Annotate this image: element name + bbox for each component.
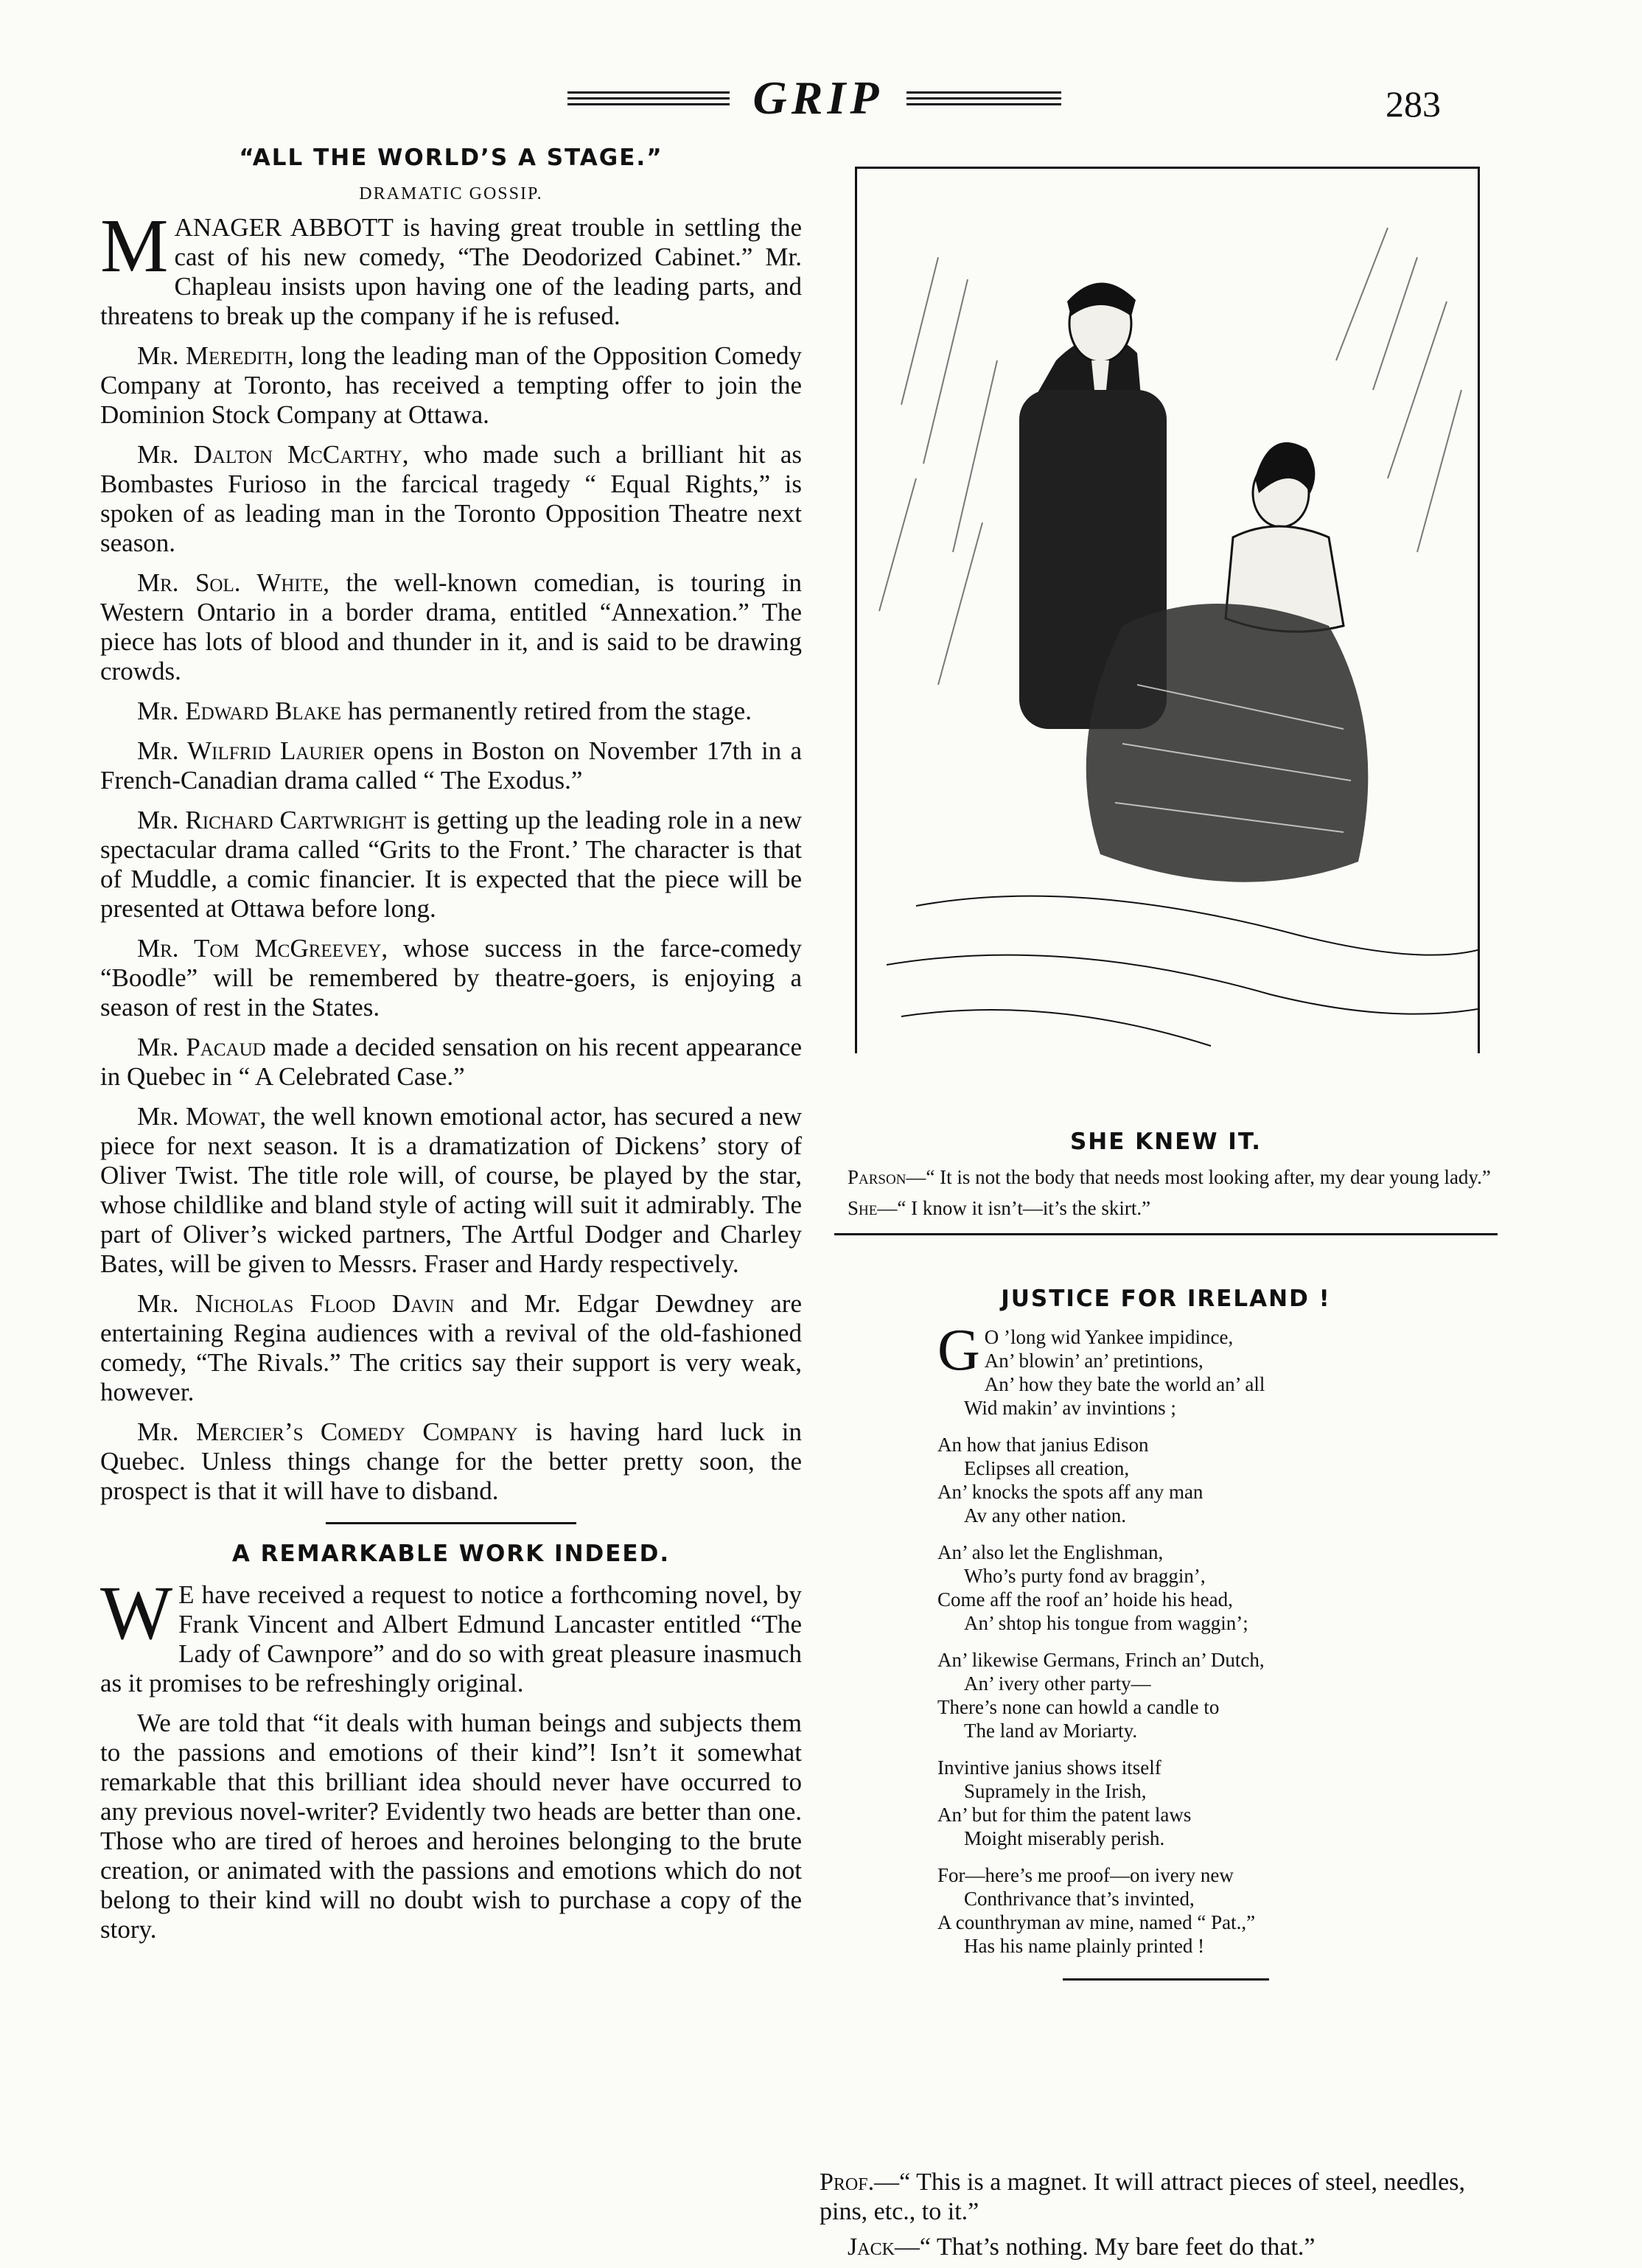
gossip-item bbox=[100, 1417, 802, 1506]
dialog-line-parson bbox=[820, 1165, 1512, 1189]
gossip-name: Mr. Richard Cartwright bbox=[137, 806, 407, 834]
gossip-name: Mr. Meredith, bbox=[137, 341, 294, 370]
speaker-label: Prof.— bbox=[820, 2168, 900, 2196]
gossip-text: has permanently retired from the stage. bbox=[341, 697, 752, 725]
section-divider bbox=[1063, 1978, 1269, 1981]
poem-line: Wid makin’ av invintions ; bbox=[964, 1397, 1176, 1419]
poem-line: An’ shtop his tongue from waggin’; bbox=[964, 1612, 1248, 1634]
drop-cap: M bbox=[100, 203, 169, 288]
remarkable-work-title: A REMARKABLE WORK INDEED. bbox=[231, 1541, 671, 1567]
poem-stanza bbox=[937, 1541, 1512, 1635]
poem-line: O ’long wid Yankee impidince, bbox=[984, 1326, 1234, 1348]
gossip-item bbox=[100, 341, 802, 430]
gossip-item bbox=[100, 1289, 802, 1407]
speaker-label: Jack— bbox=[848, 2233, 920, 2261]
poem-line: An’ also let the Englishman, bbox=[937, 1541, 1164, 1563]
gossip-text: and Mr. Edgar Dewdney are entertaining Regina audiences with a revival of the old-fashioned comedy, “The Rivals.” The critics say their support is very weak, however. bbox=[100, 1289, 802, 1406]
gossip-name: Mr. Mercier’s Comedy Company bbox=[137, 1417, 518, 1446]
poem-line: An’ but for thim the patent laws bbox=[937, 1804, 1192, 1826]
gossip-item bbox=[100, 1102, 802, 1279]
poem-line: Come aff the roof an’ hoide his head, bbox=[937, 1588, 1233, 1611]
magnet-joke bbox=[820, 2168, 1512, 2268]
poem-line: There’s none can howld a candle to bbox=[937, 1696, 1220, 1718]
poem-line: An’ likewise Germans, Frinch an’ Dutch, bbox=[937, 1649, 1265, 1671]
speaker-label: Parson— bbox=[848, 1166, 926, 1188]
gossip-text: made a decided sensation on his recent appearance in Quebec in “ A Celebrated Case.” bbox=[100, 1033, 803, 1091]
poem-stanza bbox=[937, 1756, 1512, 1850]
remarkable-lead bbox=[100, 1571, 802, 1698]
joke-line-prof bbox=[820, 2168, 1512, 2227]
poem-stanza bbox=[937, 1648, 1512, 1742]
poem-line: Av any other nation. bbox=[964, 1504, 1126, 1526]
gossip-text: opens in Boston on November 17th in a French-Canadian drama called “ The Exodus.” bbox=[100, 736, 803, 795]
dramatic-gossip-title: “ALL THE WORLD’S A STAGE.” bbox=[239, 144, 663, 171]
gossip-text: long the leading man of the Opposition Comedy Company at Toronto, has received a tempting offer to join the Dominion Stock Company at Ottawa. bbox=[100, 341, 802, 429]
speaker-label: She— bbox=[848, 1197, 898, 1219]
gossip-item bbox=[100, 697, 802, 726]
poem-line: Supramely in the Irish, bbox=[964, 1780, 1147, 1802]
poem-line: Moight miserably perish. bbox=[964, 1827, 1165, 1849]
poem-line: An how that janius Edison bbox=[937, 1434, 1149, 1456]
gossip-text: who made such a brilliant hit as Bombastes Furioso in the farcical tragedy “ Equal Rights,” is spoken of as leading man in the Toronto Opposition Theatre next season. bbox=[100, 440, 802, 557]
cartoon-illustration bbox=[855, 167, 1480, 1053]
poem-line: Eclipses all creation, bbox=[964, 1457, 1130, 1479]
gossip-item bbox=[100, 568, 802, 686]
gossip-name: Mr. Tom McGreevey, bbox=[137, 934, 388, 963]
lead-text: ANAGER ABBOTT is having great trouble in settling the cast of his new comedy, “The Deodorized Cabinet.” Mr. Chapleau insists upon having one of the leading parts, and threatens to break up the company if he is refused. bbox=[100, 213, 802, 330]
dramatic-gossip-subtitle: DRAMATIC GOSSIP. bbox=[359, 184, 543, 203]
poem-line: An’ ivery other party— bbox=[964, 1672, 1151, 1695]
lead-text: E have received a request to notice a forthcoming novel, by Frank Vincent and Albert Edmund Lancaster entitled “The Lady of Cawnpore” and do so with great pleasure inasmuch as it promises to be refreshingly original. bbox=[100, 1580, 802, 1697]
dialog-text: “ It is not the body that needs most looking after, my dear young lady.” bbox=[926, 1166, 1491, 1188]
page-number: 283 bbox=[1386, 83, 1441, 125]
poem-line: Invintive janius shows itself bbox=[937, 1756, 1161, 1779]
dramatic-gossip-article bbox=[100, 144, 802, 1506]
gossip-item bbox=[100, 440, 802, 558]
cartoon-caption-title: SHE KNEW IT. bbox=[1069, 1128, 1262, 1155]
dramatic-gossip-lead bbox=[100, 203, 802, 331]
gossip-name: Mr. Edward Blake bbox=[137, 697, 342, 725]
poem-stanza bbox=[937, 1863, 1512, 1958]
poem-line: An’ how they bate the world an’ all bbox=[984, 1373, 1265, 1395]
remarkable-paragraph: We are told that “it deals with human beings and subjects them to the passions and emotions of their kind”! Isn’t it somewhat remarkable that this brilliant idea should never have occurred to any previous novel-writer? Evidently two heads are better than one. Those who are tired of heroes and heroines belonging to the brute creation, or animated with the passions and emotions which do not belong to their kind will no doubt wish to purchase a copy of the story. bbox=[100, 1709, 802, 1944]
left-column bbox=[100, 144, 802, 1955]
section-divider bbox=[834, 1233, 1498, 1235]
gossip-name: Mr. Pacaud bbox=[137, 1033, 266, 1061]
dialog-text: “ I know it isn’t—it’s the skirt.” bbox=[897, 1197, 1151, 1219]
gossip-name: Mr. Nicholas Flood Davin bbox=[137, 1289, 455, 1318]
poem-stanza bbox=[937, 1318, 1512, 1420]
justice-for-ireland-poem bbox=[820, 1263, 1512, 1981]
gossip-text: the well-known comedian, is touring in Western Ontario in a border drama, entitled “Annexation.” The piece has lots of blood and thunder in it, and is said to be drawing crowds. bbox=[100, 568, 802, 685]
masthead-rule-left bbox=[567, 91, 730, 111]
gossip-text: the well known emotional actor, has secured a new piece for next season. It is a dramatization of Dickens’ story of Oliver Twist. The title role will, of course, be played by the star, whose childlike and bland style of acting will suit it admirably. The part of Oliver’s wicked partners, The Artful Dodger and Charley Bates, will be given to Messrs. Fraser and Hardy respectively. bbox=[100, 1102, 802, 1278]
cartoon-caption bbox=[820, 1128, 1512, 1235]
poem-line: Who’s purty fond av braggin’, bbox=[964, 1565, 1206, 1587]
poem-line: The land av Moriarty. bbox=[964, 1720, 1138, 1742]
poem-line: A counthryman av mine, named “ Pat.,” bbox=[937, 1911, 1256, 1933]
gossip-item bbox=[100, 1033, 802, 1092]
poem-line: An’ blowin’ an’ pretintions, bbox=[984, 1350, 1203, 1372]
masthead-title: GRIP bbox=[752, 71, 884, 124]
gossip-name: Mr. Mowat, bbox=[137, 1102, 267, 1131]
gossip-name: Mr. Sol. White, bbox=[137, 568, 330, 597]
gossip-name: Mr. Wilfrid Laurier bbox=[137, 736, 365, 765]
masthead-rule-right bbox=[906, 91, 1061, 111]
poem-line: Has his name plainly printed ! bbox=[964, 1935, 1205, 1957]
drop-cap: W bbox=[100, 1571, 173, 1655]
cartoon-drawing bbox=[857, 169, 1478, 1053]
poem-stanza bbox=[937, 1433, 1512, 1527]
dialog-line-she bbox=[820, 1196, 1512, 1220]
poem-line: Conthrivance that’s invinted, bbox=[964, 1888, 1195, 1910]
masthead bbox=[545, 71, 1076, 130]
joke-line-jack bbox=[820, 2233, 1512, 2262]
gossip-item bbox=[100, 934, 802, 1022]
remarkable-work-article bbox=[100, 1541, 802, 1944]
gossip-text: is getting up the leading role in a new spectacular drama called “Grits to the Front.’ The character is that of Muddle, a comic financier. It is expected that the piece will be presented at Ottawa before long. bbox=[100, 806, 803, 923]
drop-cap: G bbox=[937, 1318, 980, 1383]
gossip-text: is having hard luck in Quebec. Unless things change for the better pretty soon, the prospect is that it will have to disband. bbox=[100, 1417, 802, 1505]
gossip-item bbox=[100, 806, 802, 924]
poem-line: For—here’s me proof—on ivery new bbox=[937, 1864, 1234, 1886]
joke-text: “ That’s nothing. My bare feet do that.” bbox=[919, 2233, 1316, 2261]
gossip-item bbox=[100, 736, 802, 795]
section-divider bbox=[326, 1522, 576, 1524]
joke-text: “ This is a magnet. It will attract pieces of steel, needles, pins, etc., to it.” bbox=[820, 2168, 1465, 2225]
gossip-name: Mr. Dalton McCarthy, bbox=[137, 440, 409, 469]
poem-line: An’ knocks the spots aff any man bbox=[937, 1481, 1203, 1503]
poem-title: JUSTICE FOR IRELAND ! bbox=[1001, 1285, 1331, 1312]
gossip-text: whose success in the farce-comedy “Boodle” will be remembered by theatre-goers, is enjoying a season of rest in the States. bbox=[100, 934, 802, 1022]
